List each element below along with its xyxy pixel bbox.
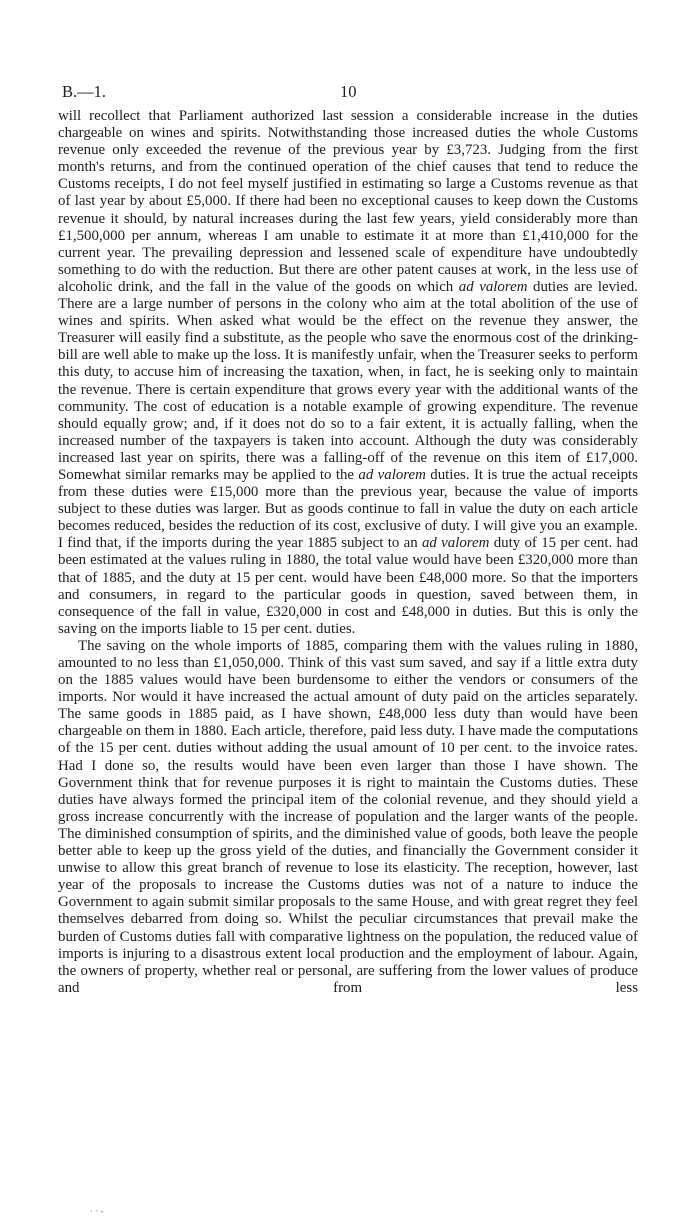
italic-phrase-1: ad valorem [458,278,528,295]
paragraph-1-part-4: duty of 15 per cent. had been estimated at the values ruling in 1880, the total value would have been £320,000 more than that of 1885, and the duty at 15 per cent. would have been £48,000 more. So that the importers and consumers, in regard to the particular goods in question, saved between them, in consequence of the fall in value, £320,000 in cost and £48,000 in duties. But this is only the saving on the imports liable to 15 per cent. duties. [58,535,639,637]
body-text [58,108,638,997]
scan-mark: · · - [90,1206,104,1216]
paragraph-1-part-2: duties are levied. There are a large number of persons in the colony who aim at the total abolition of the use of wines and spirits. When asked what would be the effect on the revenue they answer, the Treasurer will easily find a substitute, as the people who save the enormous cost of the drinking-bill are well able to make up the loss. It is manifestly unfair, when the Treasurer seeks to perform this duty, to accuse him of increasing the taxation, when, in fact, he is seeking only to maintain the revenue. There is certain expenditure that grows every year with the additional wants of the community. The cost of education is a notable example of growing expenditure. The revenue should equally grow; and, if it does not do so to a fair extent, it is actually falling, when the increased number of the taxpayers is taken into account. Although the duty was considerably increased last year on spirits, there was a falling-off of the revenue on this item of £17,000. Somewhat similar remarks may be applied to the [58,278,638,483]
paragraph-1 [58,108,638,638]
paragraph-1-part-1: will recollect that Parliament authorized last session a considerable increase in the duties chargeable on wines and spirits. Notwithstanding those increased duties the whole Customs revenue only exceeded the revenue of the previous year by £3,723. Judging from the first month's returns, and from the continued operation of the chief causes that tend to reduce the Customs receipts, I do not feel myself justified in estimating so large a Customs revenue as that of last year by about £5,000. If there had been no exceptional causes to keep down the Customs revenue it should, by natural increases during the last few years, yield considerably more than £1,500,000 per annum, whereas I am unable to estimate it at more than £1,410,000 for the current year. The prevailing depression and lessened scale of expenditure have undoubtedly something to do with the reduction. But there are other patent causes at work, in the less use of alcoholic drink, and the fall in the value of the goods on which [58,108,638,295]
document-reference: B.—1. [62,82,107,101]
paragraph-1-part-3: duties. It is true the actual receipts from these duties were £15,000 more than the previous year, because the value of imports subject to these duties was larger. But as goods continue to fall in value the duty on each article becomes reduced, besides the reduction of its cost, exclusive of duty. I will give you an example. I find that, if the imports during the year 1885 subject to an [58,466,638,552]
page-header [62,82,640,104]
page-number: 10 [340,82,357,101]
italic-phrase-2: ad valorem [358,466,426,483]
italic-phrase-3: ad valorem [421,535,490,552]
paragraph-2: The saving on the whole imports of 1885, comparing them with the values ruling in 1880, amounted to no less than £1,050,000. Think of this vast sum saved, and say if a little extra duty on the 1885 values would have been burdensome to either the vendors or consumers of the imports. Nor would it have increased the actual amount of duty paid on the articles separately. The same goods in 1885 paid, as I have shown, £48,000 less duty than would have been chargeable on them in 1880. Each article, therefore, paid less duty. I have made the computations of the 15 per cent. duties without adding the usual amount of 10 per cent. to the invoice rates. Had I done so, the results would have been even larger than those I have shown. The Government think that for revenue purposes it is right to maintain the Customs duties. These duties have always formed the principal item of the colonial revenue, and they should yield a gross increase concurrently with the increase of population and the larger wants of the people. The diminished consumption of spirits, and the diminished value of goods, both leave the people better able to keep up the gross yield of the duties, and financially the Government consider it unwise to allow this great branch of revenue to lose its elasticity. The reception, however, last year of the proposals to increase the Customs duties was not of a nature to induce the Government to again submit similar proposals to the same House, and with great regret they feel themselves debarred from doing so. Whilst the peculiar circumstances that prevail make the burden of Customs duties fall with comparative lightness on the population, the reduced value of imports is injuring to a disastrous extent local production and the employment of labour. Again, the owners of property, whether real or personal, are suffering from the lower values of produce and from less [58,637,638,996]
